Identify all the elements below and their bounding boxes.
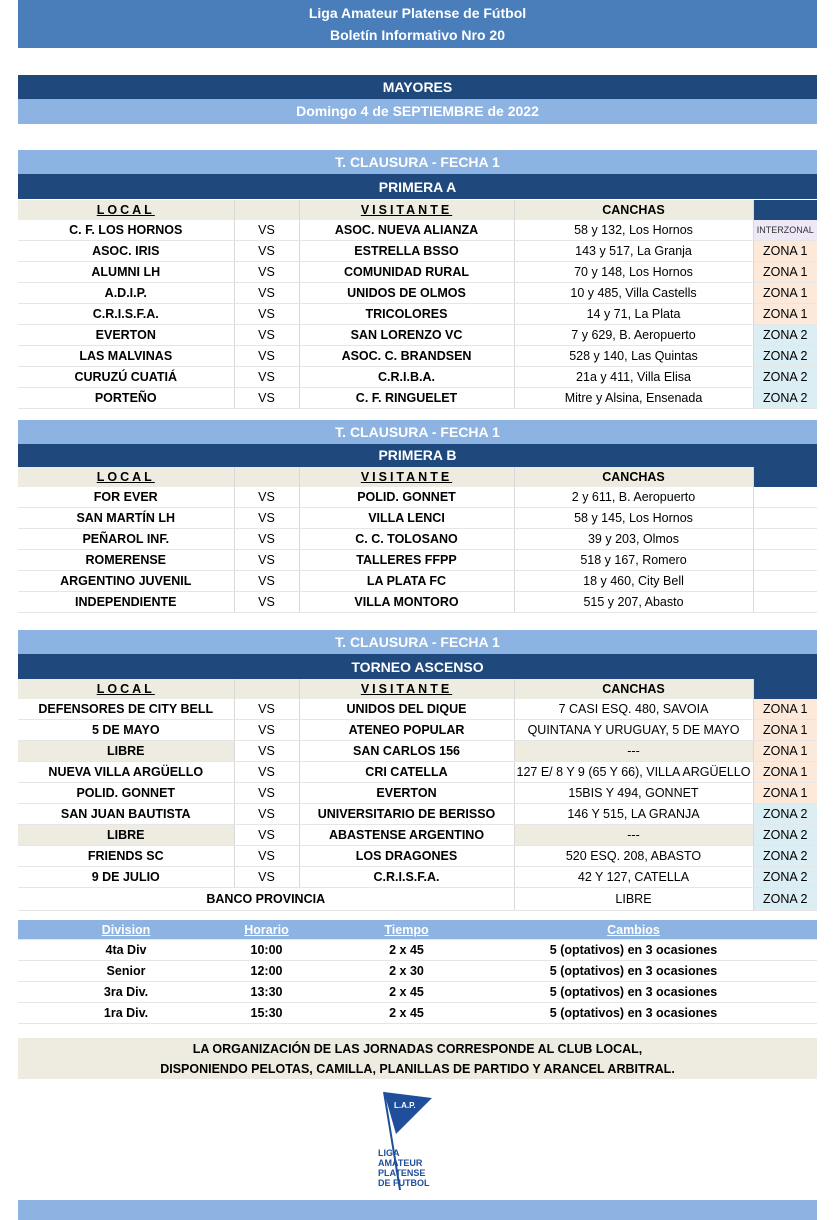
schedule-division: 4ta Div	[18, 940, 234, 961]
schedule-row	[18, 940, 817, 961]
venue: 7 y 629, B. Aeropuerto	[514, 325, 753, 346]
zone-badge: ZONA 2	[753, 367, 817, 388]
table-row	[18, 388, 817, 409]
home-team: ARGENTINO JUVENIL	[18, 571, 234, 592]
match-date: Domingo 4 de SEPTIEMBRE de 2022	[18, 99, 817, 124]
home-team: LIBRE	[18, 825, 234, 846]
zone-badge: INTERZONAL	[753, 220, 817, 241]
away-team: VILLA MONTORO	[299, 592, 514, 613]
table-row	[18, 220, 817, 241]
schedule-division: 1ra Div.	[18, 1003, 234, 1024]
away-team: TALLERES FFPP	[299, 550, 514, 571]
home-team: PEÑAROL INF.	[18, 529, 234, 550]
vs-label: VS	[234, 846, 299, 867]
schedule-row	[18, 982, 817, 1003]
column-header-local: LOCAL	[18, 200, 234, 220]
away-team: TRICOLORES	[299, 304, 514, 325]
venue: 58 y 145, Los Hornos	[514, 508, 753, 529]
venue: 70 y 148, Los Hornos	[514, 262, 753, 283]
away-team: LA PLATA FC	[299, 571, 514, 592]
schedule-substitutions: 5 (optativos) en 3 ocasiones	[514, 1003, 753, 1024]
schedule-row	[18, 1003, 817, 1024]
away-team: UNIDOS DEL DIQUE	[299, 699, 514, 720]
logo-line: AMATEUR	[378, 1158, 423, 1168]
home-team: LAS MALVINAS	[18, 346, 234, 367]
zone-badge: ZONA 1	[753, 720, 817, 741]
venue: 21a y 411, Villa Elisa	[514, 367, 753, 388]
away-team: CRI CATELLA	[299, 762, 514, 783]
away-team: EVERTON	[299, 783, 514, 804]
table-row	[18, 550, 817, 571]
vs-label: VS	[234, 529, 299, 550]
schedule-header-tiempo: Tiempo	[299, 920, 514, 940]
home-team: FRIENDS SC	[18, 846, 234, 867]
away-team: SAN LORENZO VC	[299, 325, 514, 346]
schedule-blank	[753, 940, 817, 961]
section-division: PRIMERA A	[18, 174, 817, 199]
schedule-substitutions: 5 (optativos) en 3 ocasiones	[514, 940, 753, 961]
zone-badge: ZONA 1	[753, 283, 817, 304]
home-team: SAN JUAN BAUTISTA	[18, 804, 234, 825]
schedule-blank	[753, 1003, 817, 1024]
schedule-duration: 2 x 45	[299, 940, 514, 961]
category-title: MAYORES	[18, 75, 817, 99]
vs-label: VS	[234, 592, 299, 613]
zone-badge: ZONA 2	[753, 346, 817, 367]
zone-badge	[753, 529, 817, 550]
column-header-row	[18, 200, 817, 220]
schedule-duration: 2 x 45	[299, 1003, 514, 1024]
away-team: POLID. GONNET	[299, 487, 514, 508]
home-team: A.D.I.P.	[18, 283, 234, 304]
section-tournament: T. CLAUSURA - FECHA 1	[18, 420, 817, 444]
vs-label: VS	[234, 720, 299, 741]
home-team: INDEPENDIENTE	[18, 592, 234, 613]
vs-label: VS	[234, 867, 299, 888]
home-team: POLID. GONNET	[18, 783, 234, 804]
section-tournament: T. CLAUSURA - FECHA 1	[18, 630, 817, 654]
table-row	[18, 367, 817, 388]
vs-label: VS	[234, 699, 299, 720]
venue: LIBRE	[514, 888, 753, 911]
venue: 39 y 203, Olmos	[514, 529, 753, 550]
away-team: ASOC. C. BRANDSEN	[299, 346, 514, 367]
home-team: LIBRE	[18, 741, 234, 762]
bye-team: BANCO PROVINCIA	[18, 888, 514, 911]
zone-badge: ZONA 1	[753, 262, 817, 283]
bulletin-header	[18, 0, 817, 48]
venue: 127 E/ 8 Y 9 (65 Y 66), VILLA ARGÜELLO	[514, 762, 753, 783]
fixtures-table	[18, 679, 817, 911]
logo-line: LIGA	[378, 1148, 400, 1158]
zone-badge: ZONA 2	[753, 825, 817, 846]
zone-badge	[753, 571, 817, 592]
schedule-division: Senior	[18, 961, 234, 982]
venue: 58 y 132, Los Hornos	[514, 220, 753, 241]
zone-badge	[753, 487, 817, 508]
venue: 10 y 485, Villa Castells	[514, 283, 753, 304]
schedule-header-division: Division	[18, 920, 234, 940]
venue: 18 y 460, City Bell	[514, 571, 753, 592]
zone-badge: ZONA 1	[753, 762, 817, 783]
home-team: ROMERENSE	[18, 550, 234, 571]
column-header-zone	[753, 679, 817, 699]
away-team: SAN CARLOS 156	[299, 741, 514, 762]
zone-badge: ZONA 2	[753, 388, 817, 409]
away-team: ATENEO POPULAR	[299, 720, 514, 741]
venue: 146 Y 515, LA GRANJA	[514, 804, 753, 825]
logo-line: PLATENSE	[378, 1168, 426, 1178]
section-tournament: T. CLAUSURA - FECHA 1	[18, 150, 817, 174]
vs-label: VS	[234, 804, 299, 825]
vs-label: VS	[234, 508, 299, 529]
vs-label: VS	[234, 241, 299, 262]
table-row	[18, 720, 817, 741]
schedule-header-blank	[753, 920, 817, 940]
away-team: UNIDOS DE OLMOS	[299, 283, 514, 304]
column-header-row	[18, 467, 817, 487]
away-team: LOS DRAGONES	[299, 846, 514, 867]
vs-label: VS	[234, 571, 299, 592]
zone-badge: ZONA 1	[753, 783, 817, 804]
home-team: CURUZÚ CUATIÁ	[18, 367, 234, 388]
table-row	[18, 571, 817, 592]
home-team: 9 DE JULIO	[18, 867, 234, 888]
column-header-visitante: VISITANTE	[299, 200, 514, 220]
home-team: NUEVA VILLA ARGÜELLO	[18, 762, 234, 783]
table-row	[18, 783, 817, 804]
vs-label: VS	[234, 220, 299, 241]
schedule-row	[18, 961, 817, 982]
home-team: ASOC. IRIS	[18, 241, 234, 262]
venue: 528 y 140, Las Quintas	[514, 346, 753, 367]
venue: ---	[514, 741, 753, 762]
schedule-substitutions: 5 (optativos) en 3 ocasiones	[514, 982, 753, 1003]
home-team: 5 DE MAYO	[18, 720, 234, 741]
table-row	[18, 529, 817, 550]
column-header-visitante: VISITANTE	[299, 467, 514, 487]
bye-row	[18, 888, 817, 911]
column-header-local: LOCAL	[18, 679, 234, 699]
schedule-division: 3ra Div.	[18, 982, 234, 1003]
schedule-time: 10:00	[234, 940, 299, 961]
zone-badge: ZONA 1	[753, 241, 817, 262]
vs-label: VS	[234, 783, 299, 804]
table-row	[18, 487, 817, 508]
table-row	[18, 325, 817, 346]
table-row	[18, 346, 817, 367]
zone-badge: ZONA 1	[753, 699, 817, 720]
schedule-blank	[753, 982, 817, 1003]
away-team: C.R.I.B.A.	[299, 367, 514, 388]
logo-flag-text: L.A.P.	[394, 1101, 416, 1110]
venue: QUINTANA Y URUGUAY, 5 DE MAYO	[514, 720, 753, 741]
table-row	[18, 804, 817, 825]
zone-badge: ZONA 1	[753, 741, 817, 762]
table-row	[18, 592, 817, 613]
table-row	[18, 283, 817, 304]
away-team: UNIVERSITARIO DE BERISSO	[299, 804, 514, 825]
column-header-blank	[234, 200, 299, 220]
bulletin-number: Boletín Informativo Nro 20	[329, 27, 506, 43]
table-row	[18, 508, 817, 529]
schedule-time: 12:00	[234, 961, 299, 982]
schedule-time: 15:30	[234, 1003, 299, 1024]
venue: 15BIS Y 494, GONNET	[514, 783, 753, 804]
venue: 520 ESQ. 208, ABASTO	[514, 846, 753, 867]
vs-label: VS	[234, 283, 299, 304]
table-row	[18, 846, 817, 867]
schedule-duration: 2 x 45	[299, 982, 514, 1003]
section-division: TORNEO ASCENSO	[18, 654, 817, 679]
note-line: LA ORGANIZACIÓN DE LAS JORNADAS CORRESPONDE AL CLUB LOCAL,	[192, 1042, 643, 1056]
away-team: C.R.I.S.F.A.	[299, 867, 514, 888]
venue: ---	[514, 825, 753, 846]
away-team: VILLA LENCI	[299, 508, 514, 529]
away-team: ASOC. NUEVA ALIANZA	[299, 220, 514, 241]
column-header-row	[18, 679, 817, 699]
vs-label: VS	[234, 346, 299, 367]
home-team: SAN MARTÍN LH	[18, 508, 234, 529]
zone-badge: ZONA 1	[753, 304, 817, 325]
table-row	[18, 304, 817, 325]
footer-bar	[18, 1200, 817, 1220]
zone-badge	[753, 592, 817, 613]
vs-label: VS	[234, 325, 299, 346]
column-header-canchas: CANCHAS	[514, 679, 753, 699]
schedule-duration: 2 x 30	[299, 961, 514, 982]
venue: 42 Y 127, CATELLA	[514, 867, 753, 888]
zone-badge: ZONA 2	[753, 325, 817, 346]
column-header-blank	[234, 467, 299, 487]
organization-note	[18, 1038, 817, 1079]
zone-badge: ZONA 2	[753, 888, 817, 911]
home-team: FOR EVER	[18, 487, 234, 508]
schedule-header-row	[18, 920, 817, 940]
vs-label: VS	[234, 304, 299, 325]
schedule-time: 13:30	[234, 982, 299, 1003]
venue: 515 y 207, Abasto	[514, 592, 753, 613]
zone-badge: ZONA 2	[753, 867, 817, 888]
schedule-table	[18, 920, 817, 1024]
away-team: C. C. TOLOSANO	[299, 529, 514, 550]
vs-label: VS	[234, 262, 299, 283]
zone-badge: ZONA 2	[753, 804, 817, 825]
vs-label: VS	[234, 550, 299, 571]
schedule-blank	[753, 961, 817, 982]
column-header-canchas: CANCHAS	[514, 200, 753, 220]
league-title: Liga Amateur Platense de Fútbol	[308, 5, 527, 21]
home-team: C. F. LOS HORNOS	[18, 220, 234, 241]
table-row	[18, 262, 817, 283]
section-division: PRIMERA B	[18, 444, 817, 467]
home-team: EVERTON	[18, 325, 234, 346]
column-header-local: LOCAL	[18, 467, 234, 487]
home-team: ALUMNI LH	[18, 262, 234, 283]
away-team: C. F. RINGUELET	[299, 388, 514, 409]
venue: 14 y 71, La Plata	[514, 304, 753, 325]
home-team: DEFENSORES DE CITY BELL	[18, 699, 234, 720]
home-team: PORTEÑO	[18, 388, 234, 409]
schedule-header-horario: Horario	[234, 920, 299, 940]
fixtures-table	[18, 467, 817, 613]
table-row	[18, 699, 817, 720]
venue: 2 y 611, B. Aeropuerto	[514, 487, 753, 508]
vs-label: VS	[234, 388, 299, 409]
venue: 143 y 517, La Granja	[514, 241, 753, 262]
vs-label: VS	[234, 825, 299, 846]
note-line: DISPONIENDO PELOTAS, CAMILLA, PLANILLAS DE PARTIDO Y ARANCEL ARBITRAL.	[160, 1062, 675, 1076]
schedule-substitutions: 5 (optativos) en 3 ocasiones	[514, 961, 753, 982]
away-team: ESTRELLA BSSO	[299, 241, 514, 262]
fixtures-table	[18, 200, 817, 409]
venue: 7 CASI ESQ. 480, SAVOIA	[514, 699, 753, 720]
column-header-zone	[753, 200, 817, 220]
table-row	[18, 825, 817, 846]
vs-label: VS	[234, 762, 299, 783]
column-header-zone	[753, 467, 817, 487]
schedule-header-cambios: Cambios	[514, 920, 753, 940]
logo-line: DE FUTBOL	[378, 1178, 430, 1188]
vs-label: VS	[234, 741, 299, 762]
vs-label: VS	[234, 367, 299, 388]
venue: 518 y 167, Romero	[514, 550, 753, 571]
vs-label: VS	[234, 487, 299, 508]
column-header-visitante: VISITANTE	[299, 679, 514, 699]
home-team: C.R.I.S.F.A.	[18, 304, 234, 325]
logo-wordmark	[378, 1148, 430, 1188]
venue: Mitre y Alsina, Ensenada	[514, 388, 753, 409]
table-row	[18, 762, 817, 783]
away-team: ABASTENSE ARGENTINO	[299, 825, 514, 846]
column-header-canchas: CANCHAS	[514, 467, 753, 487]
zone-badge	[753, 550, 817, 571]
table-row	[18, 741, 817, 762]
zone-badge: ZONA 2	[753, 846, 817, 867]
table-row	[18, 867, 817, 888]
away-team: COMUNIDAD RURAL	[299, 262, 514, 283]
column-header-blank	[234, 679, 299, 699]
table-row	[18, 241, 817, 262]
zone-badge	[753, 508, 817, 529]
